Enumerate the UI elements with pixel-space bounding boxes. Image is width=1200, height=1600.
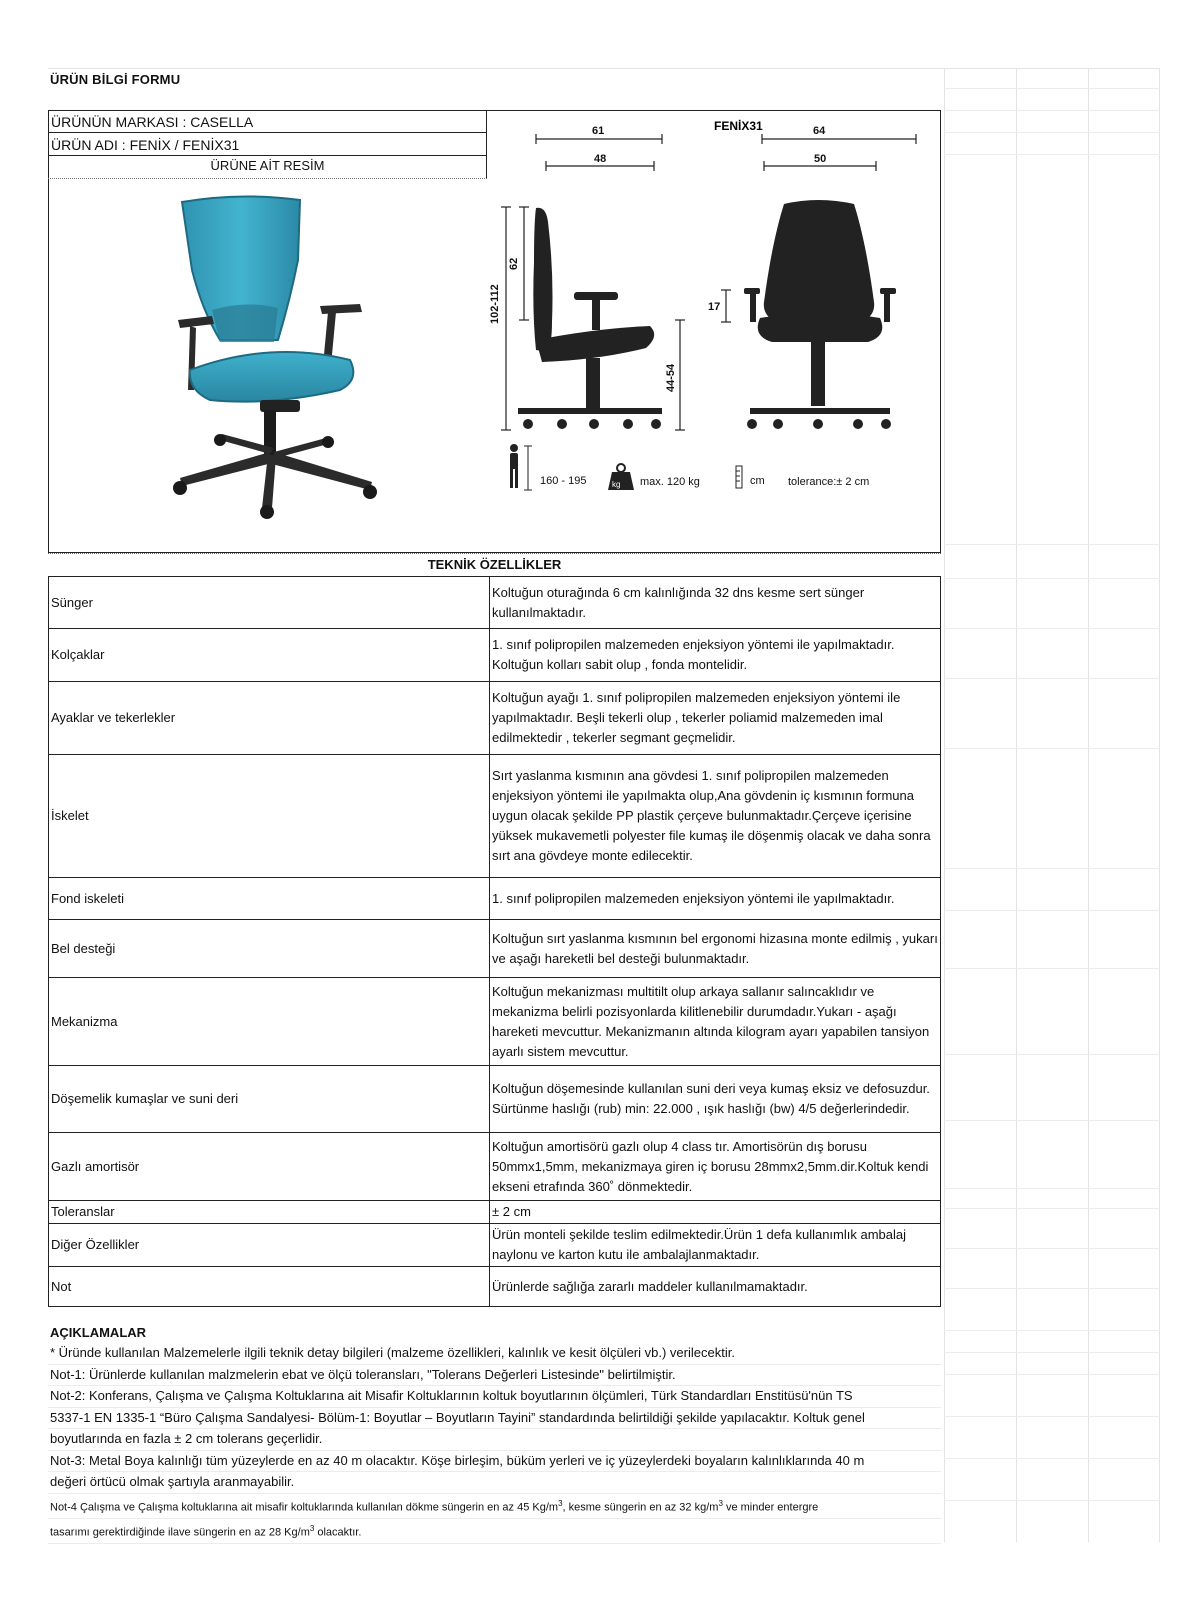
spec-table — [48, 576, 941, 1307]
table-row — [49, 1133, 941, 1201]
table-row — [49, 629, 941, 682]
product-name-line: ÜRÜN ADI : FENİX / FENİX31 — [51, 137, 240, 153]
note-3-line-1: Not-3: Metal Boya kalınlığı tüm yüzeylerde en az 40 m olacaktır. Köşe birleşim, büküm yerleri ve iç yüzeylerdeki boyaların kalınlıklarında 40 m — [48, 1451, 941, 1473]
header-row-line — [48, 177, 487, 179]
dim-total-height: 102-112 — [489, 284, 501, 324]
note-2-line-3: boyutlarında en fazla ± 2 cm tolerans geçerlidir. — [48, 1429, 941, 1451]
table-row — [49, 878, 941, 920]
spec-value: Koltuğun döşemesinde kullanılan suni deri veya kumaş eksiz ve defosuzdur. Sürtünme haslığı (rub) min: 22.000 , ışık haslığı (bw) 4/5 değerlerindedir. — [490, 1066, 941, 1133]
spec-value: Koltuğun mekanizması multitilt olup arkaya sallanır salıncaklıdır ve mekanizma belirli pozisyonlarda kilitlenebilir durumdadır.Yukarı - aşağı hareketi mevcuttur. Mekanizmanın altında kilogram ayarı yapabilen tansiyon ayarlı sistem mevcuttur. — [490, 978, 941, 1066]
dim-arm-height: 17 — [708, 301, 721, 313]
spec-key: Diğer Özellikler — [49, 1224, 490, 1267]
table-row — [49, 755, 941, 878]
spec-value: Ürün monteli şekilde teslim edilmektedir.Ürün 1 defa kullanımlık ambalaj naylonu ve karton kutu ile ambalajlanmaktadır. — [490, 1224, 941, 1267]
dim-side-top: 61 — [592, 125, 605, 137]
table-row — [49, 1224, 941, 1267]
table-row — [49, 577, 941, 629]
spreadsheet-grid — [944, 68, 1160, 1542]
svg-text:kg: kg — [612, 480, 621, 489]
chair-photo — [150, 190, 400, 535]
user-height-range: 160 - 195 — [540, 475, 587, 487]
note-2-line-1: Not-2: Konferans, Çalışma ve Çalışma Koltuklarına ait Misafir Koltuklarının koltuk boyutlarının ölçümleri, Türk Standardları Enstitüsü'nün TS — [48, 1386, 941, 1408]
spec-value: Koltuğun sırt yaslanma kısmının bel ergonomi hizasına monte edilmiş , yukarı ve aşağı hareketli bel desteği bulunmaktadır. — [490, 920, 941, 978]
table-row — [49, 1201, 941, 1224]
dim-front-top: 64 — [813, 125, 826, 137]
spec-key: Toleranslar — [49, 1201, 490, 1224]
spec-key: Sünger — [49, 577, 490, 629]
weight-icon — [608, 464, 634, 490]
spec-key: Gazlı amortisör — [49, 1133, 490, 1201]
table-row — [49, 920, 941, 978]
spec-key: Kolçaklar — [49, 629, 490, 682]
table-row — [49, 682, 941, 755]
table-row — [49, 1267, 941, 1307]
spec-value: Sırt yaslanma kısmının ana gövdesi 1. sınıf polipropilen malzemeden enjeksiyon yöntemi ile yapılmakta olup,Ana gövdenin iç kısmının formuna uygun olacak şekilde PP plastik çerçeve bulunmaktadır.Çerçeve içerisine yüksek mukavemetli polyester file kumaş ile döşenmiş olacak ve daha sonra sırt ana gövdeye monte edilecektir. — [490, 755, 941, 878]
note-3-line-2: değeri örtücü olmak şartıyla aranmayabilir. — [48, 1472, 941, 1494]
note-1: Not-1: Ürünlerde kullanılan malzmelerin ebat ve ölçü toleransları, "Tolerans Değerleri Listesinde" belirtilmiştir. — [48, 1365, 941, 1387]
spec-key: İskelet — [49, 755, 490, 878]
note-4-line-1: Not-4 Çalışma ve Çalışma koltuklarına ait misafir koltuklarında kullanılan dökme süngerin en az 45 $Kg/m^3$, kesme süngerin en az 32 $kg/m^3$ ve minder entergre — [48, 1494, 941, 1519]
form-title: ÜRÜN BİLGİ FORMU — [50, 72, 181, 87]
technical-drawing — [488, 112, 940, 550]
unit-label: cm — [750, 475, 765, 487]
header-row-line — [48, 155, 487, 156]
spec-key: Not — [49, 1267, 490, 1307]
note-2-line-2: 5337-1 EN 1335-1 “Büro Çalışma Sandalyesi- Bölüm-1: Boyutlar – Boyutların Tayini” standardında belirtildiği şekilde yapılacaktır. Koltuk genel — [48, 1408, 941, 1430]
image-caption: ÜRÜNE AİT RESİM — [210, 158, 325, 173]
note-4-line-2: tasarımı gerektirdiğinde ilave süngerin en az 28 $Kg/m^3$ olacaktır. — [48, 1519, 941, 1544]
model-label: FENİX31 — [714, 119, 763, 133]
spec-key: Döşemelik kumaşlar ve suni deri — [49, 1066, 490, 1133]
table-row — [49, 978, 941, 1066]
dim-front-seat: 50 — [814, 153, 827, 165]
notes-title: AÇIKLAMALAR — [50, 1325, 147, 1340]
spec-value: ± 2 cm — [490, 1201, 941, 1224]
spec-value: Koltuğun ayağı 1. sınıf polipropilen malzemeden enjeksiyon yöntemi ile yapılmaktadır. Beşli tekerli olup , tekerler poliamid malzemeden imal edilmektedir , tekerler segmant geçmelidir. — [490, 682, 941, 755]
notes-section — [48, 1325, 941, 1544]
spec-key: Bel desteği — [49, 920, 490, 978]
tolerance-label: tolerance:± 2 cm — [788, 476, 870, 488]
note-star: * Üründe kullanılan Malzemelerle ilgili teknik detay bilgileri (malzeme özellikleri, kalınlık ve kesit ölçüleri vb.) verilecektir. — [48, 1343, 941, 1365]
spec-value: Koltuğun oturağında 6 cm kalınlığında 32 dns kesme sert sünger kullanılmaktadır. — [490, 577, 941, 629]
spec-value: Koltuğun amortisörü gazlı olup 4 class tır. Amortisörün dış borusu 50mmx1,5mm, mekanizmaya giren iç borusu 28mmx2,5mm.dir.Koltuk kendi ekseni etrafında 360˚ dönmektedir. — [490, 1133, 941, 1201]
ruler-icon — [736, 466, 742, 488]
spec-value: 1. sınıf polipropilen malzemeden enjeksiyon yöntemi ile yapılmaktadır. Koltuğun kolları sabit olup , fonda montelidir. — [490, 629, 941, 682]
dim-seat-height: 44-54 — [665, 363, 677, 392]
spec-key: Mekanizma — [49, 978, 490, 1066]
spec-value: Ürünlerde sağlığa zararlı maddeler kullanılmamaktadır. — [490, 1267, 941, 1307]
max-weight: max. 120 kg — [640, 476, 700, 488]
header-row-line — [48, 132, 487, 133]
dim-back-height: 62 — [508, 257, 520, 270]
dim-side-seat: 48 — [594, 153, 607, 165]
spec-key: Fond iskeleti — [49, 878, 490, 920]
table-row — [49, 1066, 941, 1133]
spec-key: Ayaklar ve tekerlekler — [49, 682, 490, 755]
spec-value: 1. sınıf polipropilen malzemeden enjeksiyon yöntemi ile yapılmaktadır. — [490, 878, 941, 920]
brand-line: ÜRÜNÜN MARKASI : CASELLA — [51, 114, 254, 130]
spec-section-title: TEKNİK ÖZELLİKLER — [48, 553, 941, 576]
